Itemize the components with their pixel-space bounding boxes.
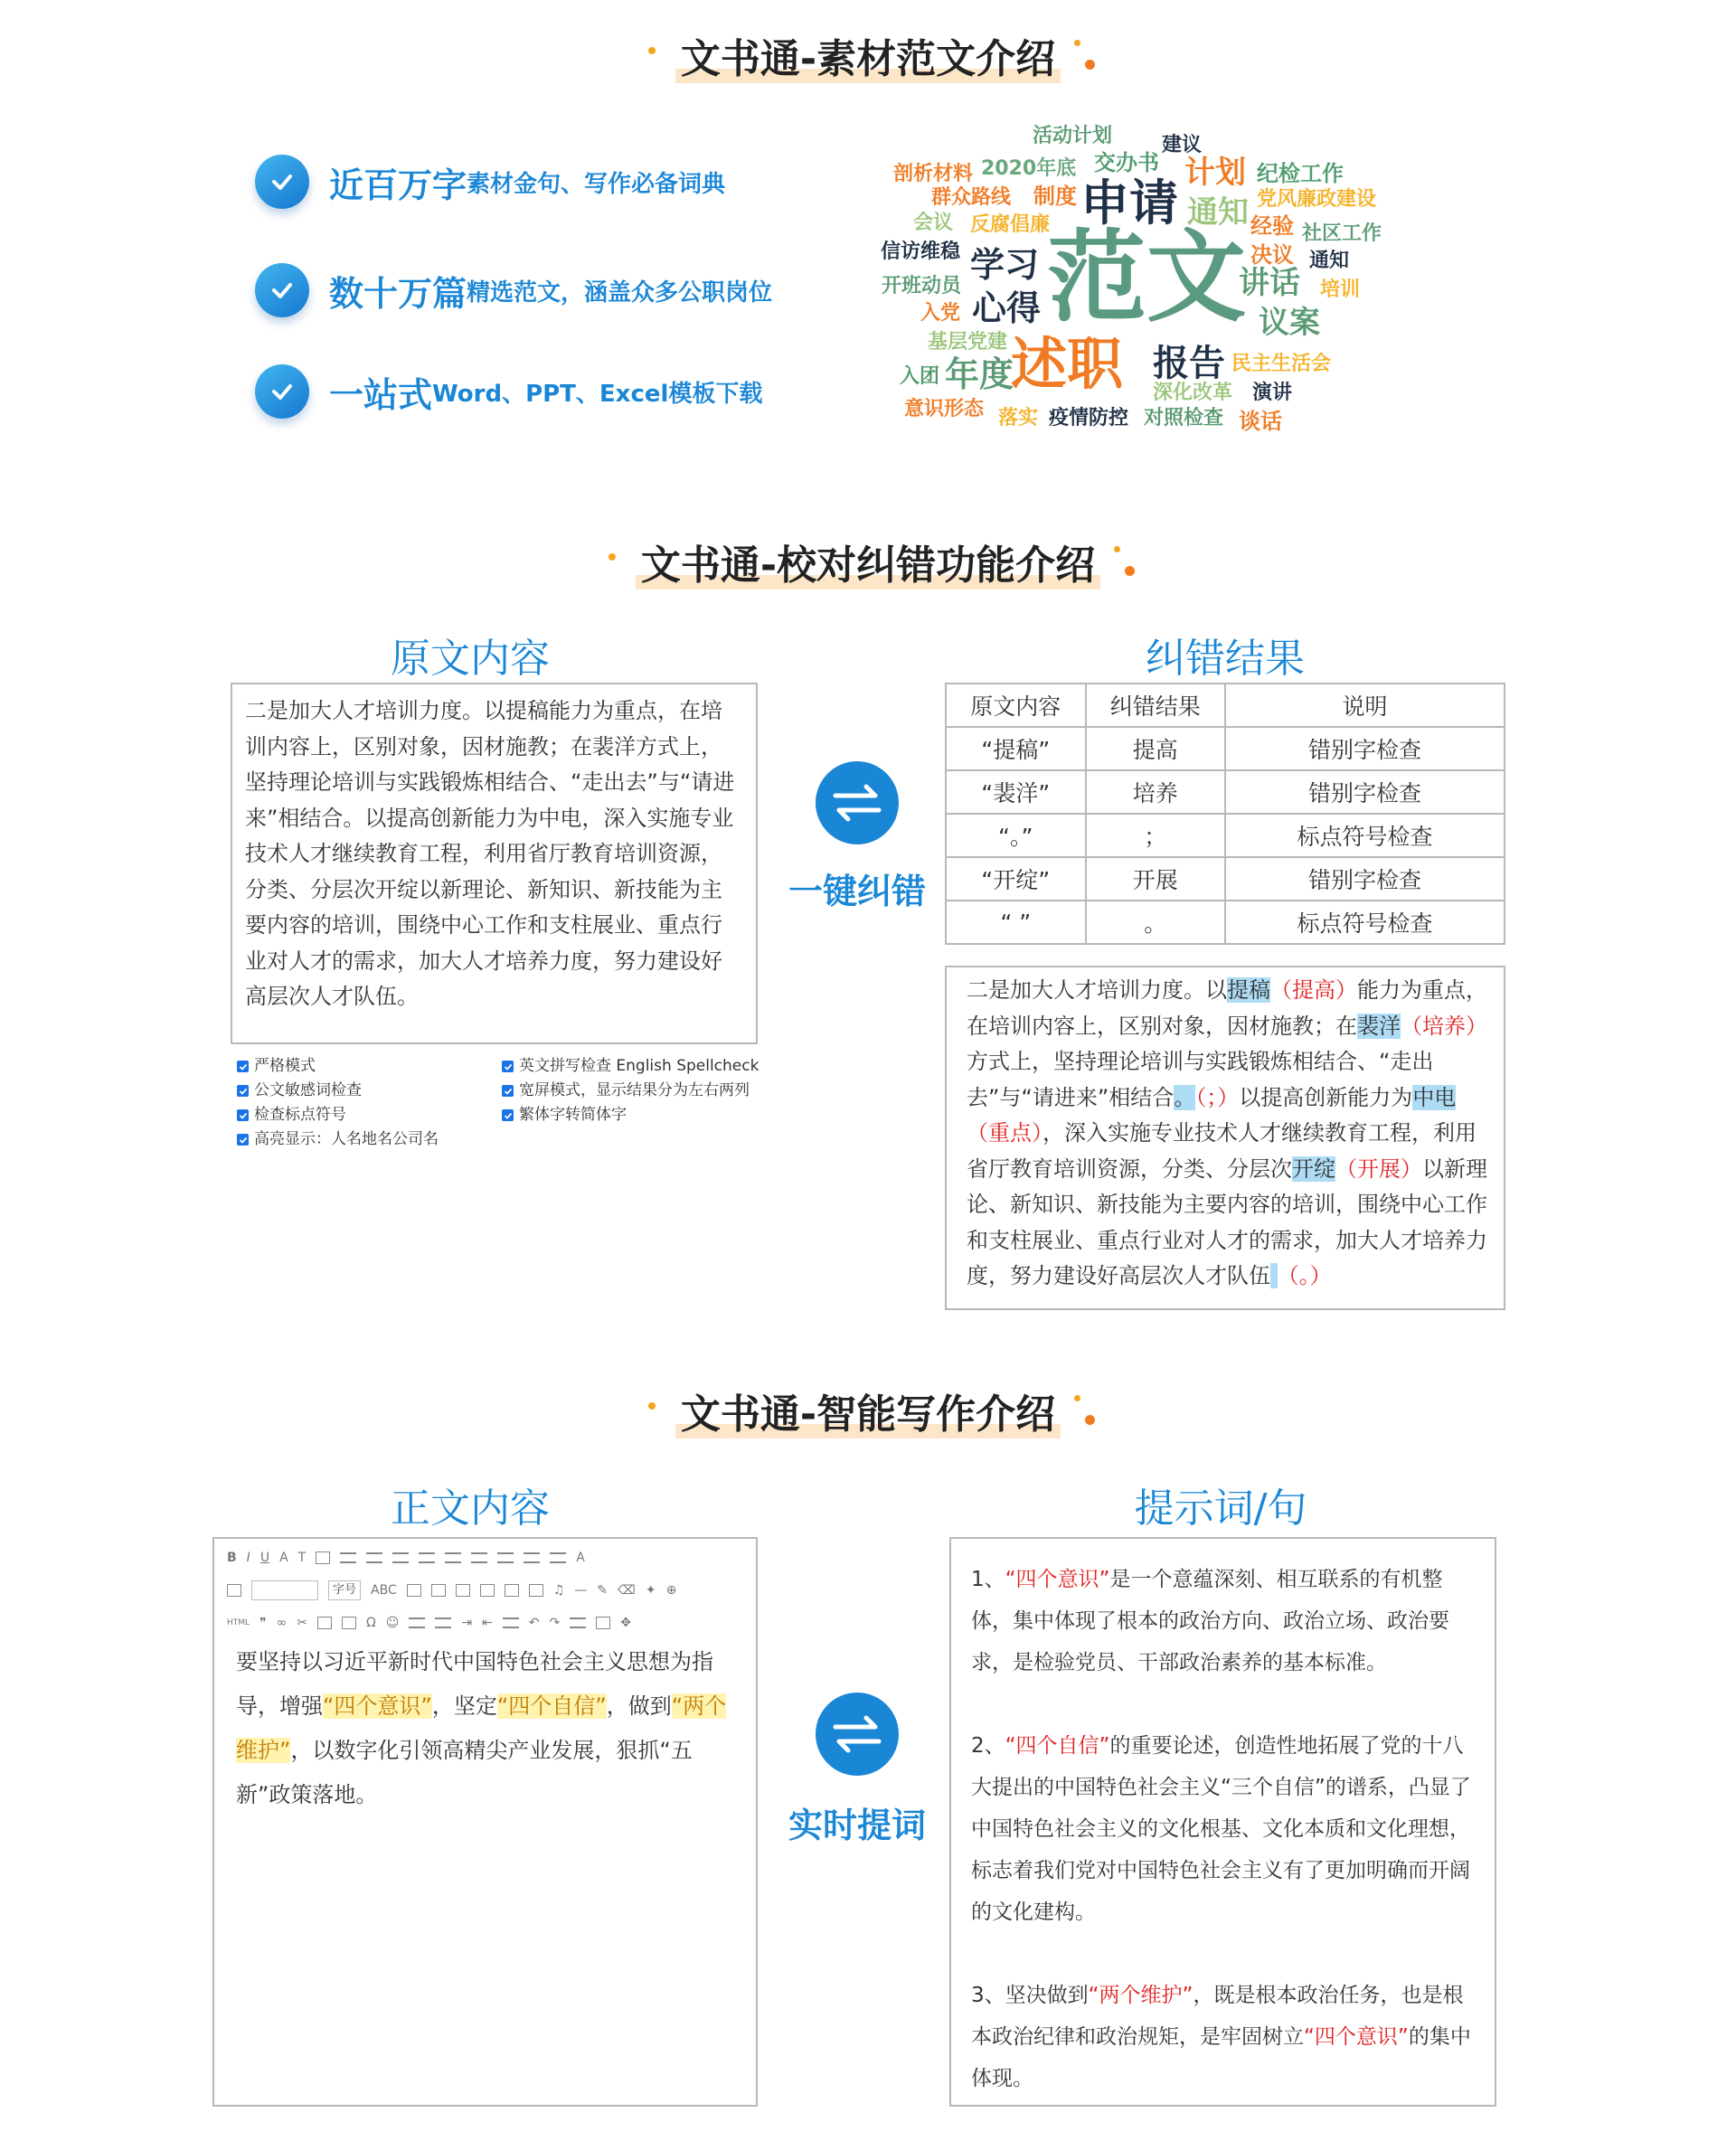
- table-cell: “开绽”: [946, 857, 1086, 901]
- music-icon[interactable]: ♫: [552, 1583, 565, 1598]
- word-cloud-term: 2020年底: [981, 157, 1077, 180]
- check-option-label: 严格模式: [254, 1057, 316, 1075]
- word-cloud-term: 制度: [1033, 184, 1077, 209]
- correction-table: [945, 683, 1505, 945]
- word-cloud-term: 纪检工作: [1257, 161, 1344, 186]
- text-segment: 的重要论述，创造性地拓展了党的十八大提出的中国特色社会主义“三个自信”的谱系，凸显了中国特色社会主义的文化根基、文化本质和文化理想，标志着我们党对中国特色社会主义有了更加明确而开阔的文化建构。: [971, 1734, 1471, 1924]
- text-segment: 能力为重点，在培训内容上，区别对象，因材施教；在: [967, 977, 1487, 1039]
- word-cloud-term: 意识形态: [904, 398, 985, 420]
- section1-header: [0, 33, 1736, 96]
- text-segment: ，既是根本政治任务，也是根本政治纪律和政治规矩，是牢固树立: [971, 1984, 1464, 2049]
- text-segment: 要坚持以习近平新时代中国特色社会主义思想为指导，增强: [236, 1649, 713, 1719]
- highlight-segment: （提高）: [1270, 977, 1357, 1003]
- feature-highlight: 一站式: [329, 374, 433, 415]
- word-cloud-term: 心得: [972, 288, 1042, 328]
- section1-title: 文书通-素材范文介绍: [680, 36, 1056, 82]
- word-cloud-term: 谈话: [1239, 409, 1282, 434]
- text-segment: 的集中体现。: [971, 2025, 1471, 2090]
- editor-box[interactable]: [212, 1537, 758, 2107]
- check-option-label: 繁体字转简体字: [519, 1106, 627, 1124]
- word-cloud-term: 经验: [1250, 213, 1294, 239]
- feature-row: [255, 150, 725, 213]
- highlight-segment: “四个自信”: [1005, 1734, 1110, 1758]
- feature-highlight: 近百万字: [329, 165, 467, 205]
- underline-icon[interactable]: U: [259, 1551, 270, 1565]
- corrected-text: [967, 973, 1491, 1295]
- redo-icon[interactable]: ↷: [549, 1616, 561, 1630]
- check-option[interactable]: [502, 1054, 759, 1079]
- check-options-right: [502, 1054, 759, 1127]
- prompt-words-subtitle: 提示词/句: [1134, 1485, 1307, 1532]
- check-option[interactable]: [237, 1054, 439, 1079]
- word-cloud-term: 学习: [970, 245, 1040, 285]
- table-header: 原文内容: [946, 684, 1086, 727]
- word-cloud-term: 开班动员: [882, 275, 962, 297]
- prompt-box: [949, 1537, 1496, 2107]
- word-cloud-term: 培训: [1320, 278, 1361, 301]
- table-row: [946, 770, 1505, 814]
- highlight-segment: （开展）: [1335, 1155, 1422, 1182]
- word-cloud-term: 建议: [1162, 134, 1203, 156]
- word-cloud-term: 信访维稳: [881, 241, 961, 263]
- prompt-item[interactable]: [971, 1559, 1482, 1684]
- check-option-label: 高亮显示：人名地名公司名: [254, 1130, 439, 1148]
- word-cloud-term: 演讲: [1252, 382, 1293, 404]
- highlight-segment: 开绽: [1292, 1155, 1335, 1182]
- indent-icon[interactable]: [445, 1552, 461, 1563]
- spellcheck-icon[interactable]: ABC: [371, 1583, 397, 1598]
- original-text-box[interactable]: [231, 683, 758, 1044]
- table-cell: 提高: [1086, 727, 1226, 770]
- unlink-icon[interactable]: ✂: [297, 1616, 307, 1630]
- text-segment: ，以数字化引领高精尖产业发展，狠抓“五新”政策落地。: [236, 1738, 693, 1807]
- zoom-icon[interactable]: ⊕: [665, 1583, 677, 1598]
- editor-toolbar-row1: [227, 1544, 743, 1571]
- check-option-label: 英文拼写检查 English Spellcheck: [519, 1057, 760, 1075]
- check-options: [237, 1054, 439, 1152]
- paragraph-spacing-icon[interactable]: [524, 1552, 540, 1563]
- table-row: [946, 727, 1505, 770]
- fullscreen-icon[interactable]: [596, 1617, 610, 1629]
- table-cell: “裴洋”: [946, 770, 1086, 814]
- word-cloud-term: 疫情防控: [1049, 407, 1129, 429]
- insert-table-icon[interactable]: [407, 1584, 421, 1597]
- section2-header: [0, 539, 1736, 602]
- highlight-segment: [1270, 1263, 1278, 1288]
- section3-title: 文书通-智能写作介绍: [680, 1391, 1056, 1438]
- highlight-segment: （。）: [1277, 1263, 1332, 1288]
- feature-desc: 精选范文，涵盖众多公职岗位: [467, 278, 773, 307]
- text-segment: 1、: [971, 1568, 1005, 1591]
- word-cloud-term: 述职: [1011, 331, 1124, 397]
- feature-desc: 素材金句、写作必备词典: [467, 170, 726, 198]
- insert-media-icon[interactable]: [456, 1584, 470, 1597]
- table-header: 纠错结果: [1086, 684, 1226, 727]
- highlight-segment: “四个意识”: [1304, 2025, 1409, 2049]
- feature-row: [255, 259, 772, 322]
- table-cell: “提稿”: [946, 727, 1086, 770]
- insert-image-icon[interactable]: [431, 1584, 446, 1597]
- highlight-segment: （；）: [1195, 1084, 1240, 1110]
- text-segment: 是一个意蕴深刻、相互联系的有机整体，集中体现了根本的政治方向、政治立场、政治要求，是检验党员、干部政治素养的基本标准。: [971, 1568, 1449, 1674]
- rtl-icon[interactable]: ⇤: [482, 1616, 493, 1630]
- feature-desc: Word、PPT、Excel模板下载: [432, 380, 763, 408]
- editor-toolbar-row2: [227, 1577, 743, 1604]
- text-segment: 方式上，坚持理论培训与实践锻炼相结合、“走出去”与“请进来”相结合: [967, 1049, 1434, 1110]
- highlight-segment: “两个维护”: [1088, 1984, 1194, 2007]
- check-option[interactable]: [502, 1079, 759, 1103]
- table-cell: 错别字检查: [1225, 857, 1505, 901]
- realtime-prompt-button[interactable]: 实时提词: [788, 1806, 926, 1845]
- word-cloud-term: 党风廉政建设: [1257, 188, 1377, 211]
- list-icon[interactable]: [550, 1552, 566, 1563]
- one-click-correct-button[interactable]: 一键纠错: [788, 872, 926, 911]
- table-row: [946, 857, 1505, 901]
- word-cloud-term: 民主生活会: [1231, 353, 1332, 375]
- checkbox-icon[interactable]: [237, 1085, 249, 1097]
- correction-result-subtitle: 纠错结果: [1146, 636, 1305, 682]
- bold-icon[interactable]: B: [227, 1551, 237, 1565]
- new-doc-icon[interactable]: [227, 1584, 241, 1597]
- word-cloud-term: 群众路线: [931, 186, 1012, 209]
- image-icon[interactable]: [505, 1584, 519, 1597]
- magic-icon[interactable]: ✦: [645, 1583, 656, 1598]
- editor-body-text[interactable]: [236, 1640, 740, 1817]
- word-cloud-term: 基层党建: [928, 331, 1008, 354]
- clear-format-icon[interactable]: A: [576, 1551, 585, 1565]
- swap-icon-2[interactable]: [816, 1693, 899, 1776]
- prompt-item[interactable]: [971, 1725, 1482, 1933]
- word-cloud-term: 通知: [1309, 250, 1350, 272]
- check-option-label: 宽屏模式，显示结果分为左右两列: [519, 1081, 750, 1099]
- font-size-select[interactable]: 字号: [328, 1580, 361, 1600]
- table-cell: 培养: [1086, 770, 1226, 814]
- brush-icon[interactable]: ✎: [597, 1583, 609, 1598]
- font-color-icon[interactable]: A: [279, 1551, 288, 1565]
- corrected-text-box[interactable]: [945, 966, 1505, 1310]
- table-cell: ；: [1086, 814, 1226, 857]
- template-icon[interactable]: [342, 1617, 356, 1629]
- word-cloud-term: 范文: [1047, 220, 1246, 335]
- feature-highlight: 数十万篇: [329, 273, 467, 314]
- prompt-item[interactable]: [971, 1975, 1482, 2099]
- table-header: 说明: [1225, 684, 1505, 727]
- highlight-segment: 。: [1174, 1084, 1196, 1110]
- justify-icon[interactable]: [419, 1552, 435, 1563]
- line-height-icon[interactable]: [497, 1552, 514, 1563]
- preview-icon[interactable]: [570, 1618, 586, 1628]
- original-text: 二是加大人才培训力度。以提稿能力为重点，在培训内容上，区别对象，因材施教；在裴洋方式上，坚持理论培训与实践锻炼相结合、“走出去”与“请进来”相结合。以提高创新能力为中电，深入实施专业技术人才继续教育工程，利用省厅教育培训资源，分类、分层次开绽以新理论、新知识、新技能为主要内容的培训，围绕中心工作和支柱展业、重点行业对人才的需求，加大人才培养力度，努力建设好高层次人才队伍。: [245, 698, 735, 1009]
- highlight-segment: （培养）: [1401, 1013, 1487, 1039]
- eraser-icon[interactable]: ⌫: [618, 1583, 636, 1598]
- emoji-icon[interactable]: ☺: [385, 1616, 400, 1630]
- table-row: [946, 814, 1505, 857]
- highlight-segment: “四个自信”: [496, 1693, 607, 1719]
- table-cell: “ ”: [946, 901, 1086, 944]
- original-content-subtitle: 原文内容: [391, 636, 550, 682]
- checkbox-icon[interactable]: [502, 1085, 514, 1097]
- word-icon[interactable]: [480, 1584, 495, 1597]
- align-right-icon[interactable]: [392, 1552, 409, 1563]
- body-content-subtitle: 正文内容: [391, 1485, 550, 1532]
- align-center-icon[interactable]: [366, 1552, 382, 1563]
- align-left-icon[interactable]: [340, 1552, 356, 1563]
- section2-title: 文书通-校对纠错功能介绍: [640, 542, 1096, 589]
- check-option-label: 公文敏感词检查: [254, 1081, 362, 1099]
- word-cloud-term: 议案: [1259, 305, 1320, 341]
- undo-icon[interactable]: ↶: [528, 1616, 540, 1630]
- table-cell: 标点符号检查: [1225, 901, 1505, 944]
- horizontal-rule-icon[interactable]: —: [574, 1583, 588, 1598]
- word-cloud-term: 活动计划: [1033, 125, 1113, 147]
- italic-icon[interactable]: I: [246, 1551, 250, 1565]
- word-cloud-term: 入团: [900, 365, 940, 388]
- feature-row: [255, 360, 762, 423]
- check-circle-icon: [255, 263, 309, 317]
- omega-icon[interactable]: Ω: [366, 1616, 376, 1630]
- word-cloud-term: 申请: [1080, 174, 1178, 231]
- word-cloud-term: 入党: [920, 302, 961, 325]
- text-segment: ，做到: [606, 1693, 672, 1719]
- word-cloud-term: 深化改革: [1153, 382, 1233, 404]
- checkbox-icon[interactable]: [502, 1061, 514, 1072]
- word-cloud-term: 会议: [913, 212, 954, 234]
- swap-icon[interactable]: [816, 761, 899, 844]
- word-cloud-term: 社区工作: [1302, 222, 1382, 245]
- check-option[interactable]: [237, 1127, 439, 1152]
- html-icon[interactable]: HTML: [227, 1618, 250, 1627]
- gallery-icon[interactable]: [529, 1584, 543, 1597]
- text-segment: 以新理论、新知识、新技能为主要内容的培训，围绕中心工作和支柱展业、重点行业对人才的需求，加大人才培养力度，努力建设好高层次人才队伍: [967, 1155, 1487, 1288]
- link-icon[interactable]: ∞: [276, 1616, 288, 1630]
- table-cell: 开展: [1086, 857, 1226, 901]
- checkbox-icon[interactable]: [502, 1109, 514, 1121]
- anchor-icon[interactable]: [317, 1617, 332, 1629]
- highlight-segment: 裴洋: [1357, 1013, 1401, 1039]
- check-circle-icon: [255, 155, 309, 209]
- move-icon[interactable]: ✥: [620, 1616, 631, 1630]
- highlight-segment: “四个意识”: [323, 1693, 432, 1719]
- wrap-icon[interactable]: [503, 1618, 519, 1628]
- ordered-list-icon[interactable]: [409, 1618, 425, 1628]
- text-segment: ，坚定: [431, 1693, 497, 1719]
- check-option[interactable]: [237, 1103, 439, 1127]
- highlight-segment: 提稿: [1227, 977, 1270, 1003]
- word-cloud-term: 报告: [1153, 343, 1225, 384]
- highlight-segment: 中电: [1412, 1084, 1457, 1110]
- word-cloud-term: 决议: [1250, 242, 1294, 268]
- check-option-label: 检查标点符号: [254, 1106, 346, 1124]
- word-cloud-term: 通知: [1187, 194, 1249, 231]
- table-icon[interactable]: [316, 1552, 330, 1564]
- check-circle-icon: [255, 364, 309, 419]
- word-cloud-term: 剖析材料: [893, 163, 974, 185]
- highlight-segment: “两个维护”: [236, 1693, 727, 1763]
- check-option[interactable]: [502, 1103, 759, 1127]
- quote-icon[interactable]: ❞: [259, 1616, 267, 1630]
- text-segment: 2、: [971, 1734, 1005, 1758]
- highlight-segment: “四个意识”: [1005, 1568, 1110, 1591]
- checkbox-icon[interactable]: [237, 1134, 249, 1146]
- text-segment: 二是加大人才培训力度。以: [967, 977, 1227, 1003]
- word-cloud-term: 交办书: [1094, 150, 1159, 175]
- outdent-icon[interactable]: [471, 1552, 487, 1563]
- table-row: [946, 901, 1505, 944]
- text-segment: 以提高创新能力为: [1239, 1084, 1413, 1110]
- word-cloud-term: 落实: [998, 407, 1039, 429]
- ltr-icon[interactable]: ⇥: [461, 1616, 473, 1630]
- check-option[interactable]: [237, 1079, 439, 1103]
- editor-toolbar-row3: [227, 1609, 743, 1636]
- word-cloud-term: 对照检查: [1144, 407, 1224, 429]
- table-cell: 错别字检查: [1225, 727, 1505, 770]
- table-cell: 。: [1086, 901, 1226, 944]
- text-style-icon[interactable]: T: [297, 1551, 307, 1565]
- checkbox-icon[interactable]: [237, 1061, 249, 1072]
- word-cloud-term: 讲话: [1239, 265, 1300, 301]
- word-cloud-term: 年度: [945, 354, 1014, 394]
- highlight-segment: （重点）: [967, 1120, 1043, 1146]
- font-family-select[interactable]: [251, 1580, 318, 1600]
- word-cloud-term: 反腐倡廉: [970, 213, 1051, 236]
- table-cell: 标点符号检查: [1225, 814, 1505, 857]
- unordered-list-icon[interactable]: [435, 1618, 451, 1628]
- checkbox-icon[interactable]: [237, 1109, 249, 1121]
- text-segment: ，深入实施专业技术人才继续教育工程，利用省厅教育培训资源，分类、分层次: [967, 1120, 1477, 1182]
- text-segment: 3、坚决做到: [971, 1984, 1089, 2007]
- section3-header: [0, 1388, 1736, 1451]
- table-cell: “。”: [946, 814, 1086, 857]
- table-cell: 错别字检查: [1225, 770, 1505, 814]
- word-cloud-term: 计划: [1184, 155, 1246, 191]
